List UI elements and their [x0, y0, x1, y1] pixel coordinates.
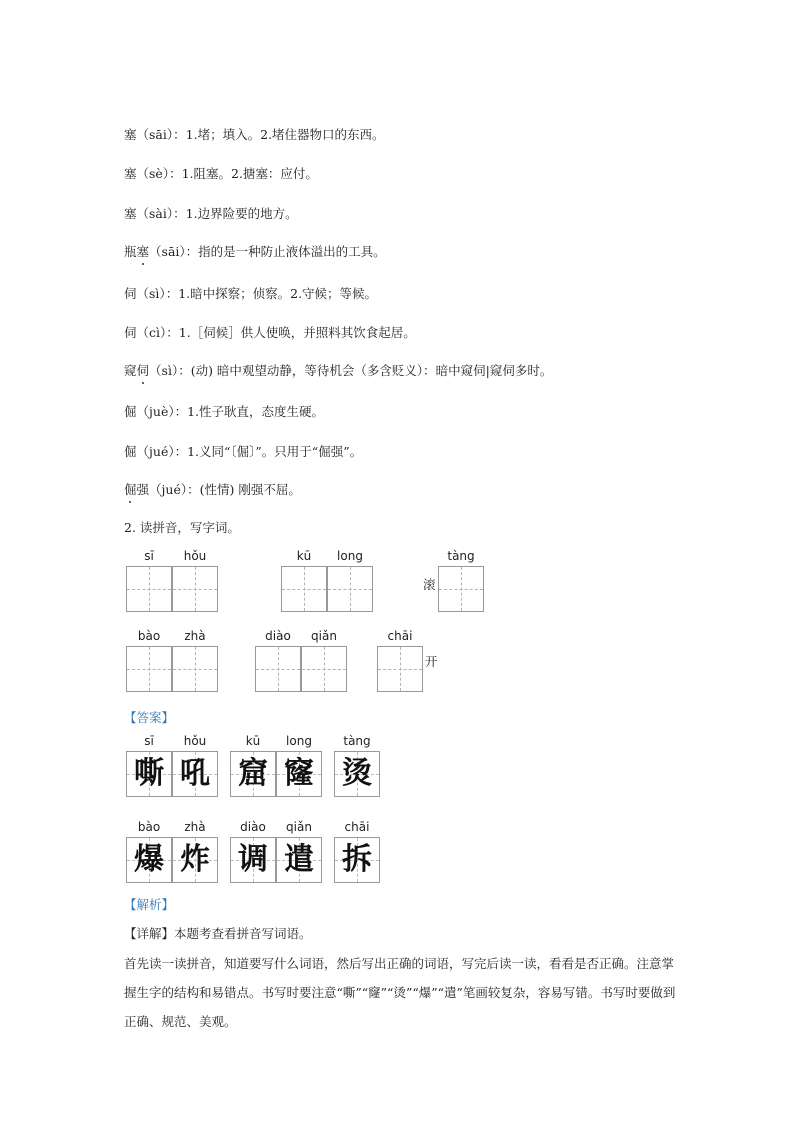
pinyin-label: kū — [245, 734, 261, 748]
pinyin-label: hǒu — [183, 549, 207, 563]
emphasis-char: 伺 — [137, 363, 150, 379]
emphasis-char: 倔 — [124, 482, 137, 498]
pinyin-label: zhà — [184, 820, 206, 834]
emphasis-dot — [142, 263, 144, 265]
pinyin-label: hǒu — [183, 734, 207, 748]
definition-line — [124, 325, 416, 341]
definition-term: 窥 — [124, 363, 137, 378]
writing-box[interactable] — [281, 566, 327, 612]
writing-box[interactable] — [172, 566, 218, 612]
side-text: 开 — [425, 654, 438, 669]
definition-term: 瓶 — [124, 244, 137, 259]
writing-box[interactable] — [126, 566, 172, 612]
emphasis-char: 塞 — [137, 244, 150, 260]
answer-char-box: 炸 — [172, 837, 218, 883]
definition-line — [124, 166, 318, 182]
definition-line — [124, 286, 377, 302]
answer-char-box: 遣 — [276, 837, 322, 883]
definition-pinyin: （jué） — [136, 444, 175, 459]
definition-pinyin: （sài） — [136, 206, 174, 221]
definition-meaning: ：(动) 暗中观望动静，等待机会（多含贬义）：暗中窥伺|窥伺多时。 — [178, 363, 553, 378]
definition-meaning: ：1.暗中探察；侦察。2.守候；等候。 — [165, 286, 378, 301]
pinyin-label: zhà — [184, 629, 206, 643]
answer-char-box: 嘶 — [126, 751, 172, 797]
pinyin-label: diào — [265, 629, 291, 643]
pinyin-label: bào — [137, 629, 161, 643]
definition-meaning: ：1.［伺候］供人使唤，并照料其饮食起居。 — [166, 325, 416, 340]
pinyin-label: chāi — [344, 820, 370, 834]
definition-pinyin: （sì） — [149, 363, 179, 378]
writing-box[interactable] — [377, 646, 423, 692]
pinyin-label: diào — [240, 820, 266, 834]
writing-box[interactable] — [126, 646, 172, 692]
answer-char-box: 烫 — [334, 751, 380, 797]
pinyin-label: sī — [144, 734, 154, 748]
answer-char-box: 窿 — [276, 751, 322, 797]
definition-term-rest: 强 — [136, 482, 150, 497]
pinyin-label: tàng — [343, 734, 371, 748]
emphasis-dot — [142, 382, 144, 384]
definition-line — [124, 404, 324, 420]
pinyin-label: tàng — [447, 549, 475, 563]
emphasis-dot — [129, 501, 131, 503]
definition-meaning: ：(性情) 刚强不屈。 — [187, 482, 301, 497]
definition-pinyin: （cì） — [136, 325, 167, 340]
definition-line — [124, 127, 385, 143]
pinyin-label: qiǎn — [286, 820, 312, 834]
definition-meaning: ：1.阻塞。2.搪塞：应付。 — [169, 166, 318, 181]
definition-term: 塞 — [124, 127, 137, 142]
definition-term: 伺 — [124, 325, 137, 340]
definition-term: 伺 — [124, 286, 137, 301]
answer-char-box: 爆 — [126, 837, 172, 883]
definition-pinyin: （juè） — [136, 404, 175, 419]
definition-term: 塞 — [124, 206, 137, 221]
definition-meaning: ：1.性子耿直，态度生硬。 — [174, 404, 325, 419]
definition-line — [124, 206, 298, 222]
definition-term: 倔 — [124, 444, 137, 459]
analysis-label: 【解析】 — [124, 897, 175, 912]
definition-term: 塞 — [124, 166, 137, 181]
pinyin-label: kū — [296, 549, 312, 563]
definition-pinyin: （sāi） — [149, 244, 186, 259]
question-title: 2. 读拼音，写字词。 — [124, 520, 240, 535]
writing-box[interactable] — [438, 566, 484, 612]
definition-line — [124, 363, 552, 379]
definition-meaning: ：1.堵；填入。2.堵住器物口的东西。 — [173, 127, 385, 142]
writing-box[interactable] — [327, 566, 373, 612]
definition-pinyin: （sì） — [136, 286, 166, 301]
definition-pinyin: （sè） — [136, 166, 170, 181]
answer-char-box: 窟 — [230, 751, 276, 797]
answer-char-box: 调 — [230, 837, 276, 883]
writing-box[interactable] — [301, 646, 347, 692]
pinyin-label: chāi — [387, 629, 413, 643]
definition-pinyin: （sāi） — [136, 127, 174, 142]
definition-meaning: ：1.义同“〔倔〕”。只用于“倔强”。 — [174, 444, 363, 459]
writing-box[interactable] — [172, 646, 218, 692]
pinyin-label: bào — [137, 820, 161, 834]
detail-line: 【详解】本题考查看拼音写词语。 — [124, 926, 312, 941]
pinyin-label: long — [337, 549, 363, 563]
definition-term: 倔 — [124, 404, 137, 419]
writing-box[interactable] — [255, 646, 301, 692]
definition-meaning: ：1.边界险要的地方。 — [173, 206, 298, 221]
pinyin-label: qiǎn — [311, 629, 337, 643]
pinyin-label: sī — [144, 549, 154, 563]
definition-meaning: ：指的是一种防止液体溢出的工具。 — [185, 244, 386, 259]
definition-line — [124, 482, 301, 498]
definition-line — [124, 244, 386, 260]
side-text: 滚 — [423, 577, 436, 592]
definition-pinyin: （jué） — [149, 482, 188, 497]
answer-char-box: 拆 — [334, 837, 380, 883]
answer-char-box: 吼 — [172, 751, 218, 797]
answer-label: 【答案】 — [124, 710, 175, 725]
definition-line — [124, 444, 362, 460]
analysis-paragraph: 首先读一读拼音，知道要写什么词语，然后写出正确的词语，写完后读一读，看看是否正确。注意掌握生字的结构和易错点。书写时要注意“嘶”“窿”“烫”“爆”“遣”笔画较复杂，容易写错。书写时要做到正确、规范、美观。 — [124, 956, 676, 1029]
pinyin-label: long — [286, 734, 312, 748]
